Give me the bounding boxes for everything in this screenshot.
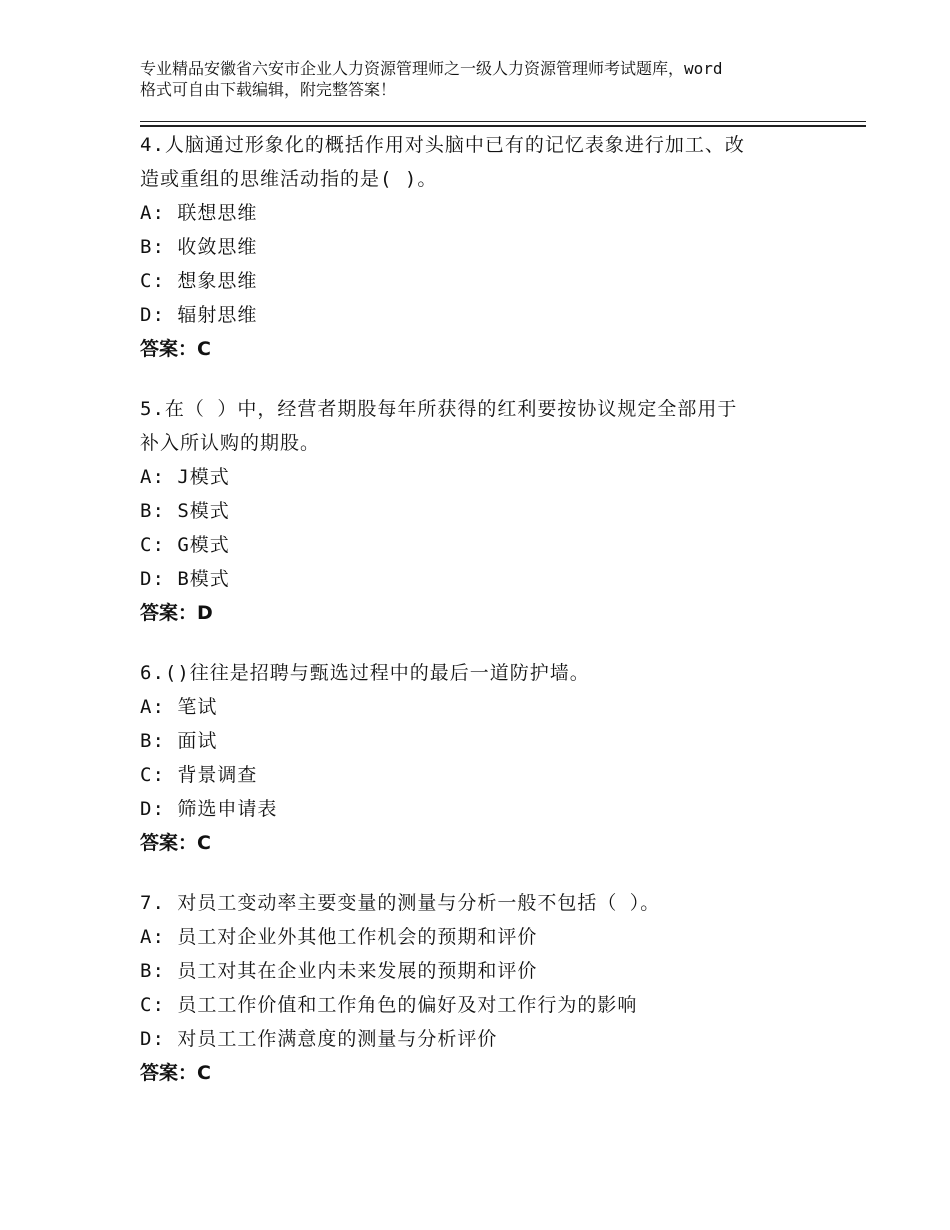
question-stem: 4.人脑通过形象化的概括作用对头脑中已有的记忆表象进行加工、改 [140, 134, 745, 156]
question-list [140, 128, 840, 1116]
answer: 答案：D [140, 602, 213, 624]
option-a: A: 联想思维 [140, 202, 258, 224]
option-c: C: 背景调查 [140, 764, 258, 786]
question-5 [140, 392, 840, 630]
option-a: A: 员工对企业外其他工作机会的预期和评价 [140, 926, 538, 948]
question-stem: 补入所认购的期股。 [140, 432, 321, 454]
option-b: B: 员工对其在企业内未来发展的预期和评价 [140, 960, 538, 982]
header-line-1: 专业精品安徽省六安市企业人力资源管理师之一级人力资源管理师考试题库，word [140, 59, 723, 78]
option-a: A: J模式 [140, 466, 230, 488]
question-6 [140, 656, 840, 860]
question-4 [140, 128, 840, 366]
answer: 答案：C [140, 832, 211, 854]
header-line-2: 格式可自由下载编辑，附完整答案！ [140, 80, 397, 99]
question-stem: 造或重组的思维活动指的是( )。 [140, 168, 438, 190]
answer: 答案：C [140, 338, 211, 360]
option-b: B: 收敛思维 [140, 236, 258, 258]
answer: 答案：C [140, 1062, 211, 1084]
option-b: B: 面试 [140, 730, 218, 752]
option-a: A: 笔试 [140, 696, 218, 718]
option-d: D: 对员工工作满意度的测量与分析评价 [140, 1028, 498, 1050]
question-stem: 7. 对员工变动率主要变量的测量与分析一般不包括（ ）。 [140, 892, 661, 914]
question-stem: 5.在（ ）中，经营者期股每年所获得的红利要按协议规定全部用于 [140, 398, 738, 420]
option-d: D: 辐射思维 [140, 304, 258, 326]
question-stem: 6.()往往是招聘与甄选过程中的最后一道防护墙。 [140, 662, 590, 684]
question-7 [140, 886, 840, 1090]
header-divider [140, 121, 866, 127]
option-c: C: 员工工作价值和工作角色的偏好及对工作行为的影响 [140, 994, 638, 1016]
option-d: D: B模式 [140, 568, 230, 590]
option-c: C: 想象思维 [140, 270, 258, 292]
document-header [140, 58, 840, 100]
option-b: B: S模式 [140, 500, 230, 522]
option-d: D: 筛选申请表 [140, 798, 278, 820]
option-c: C: G模式 [140, 534, 230, 556]
